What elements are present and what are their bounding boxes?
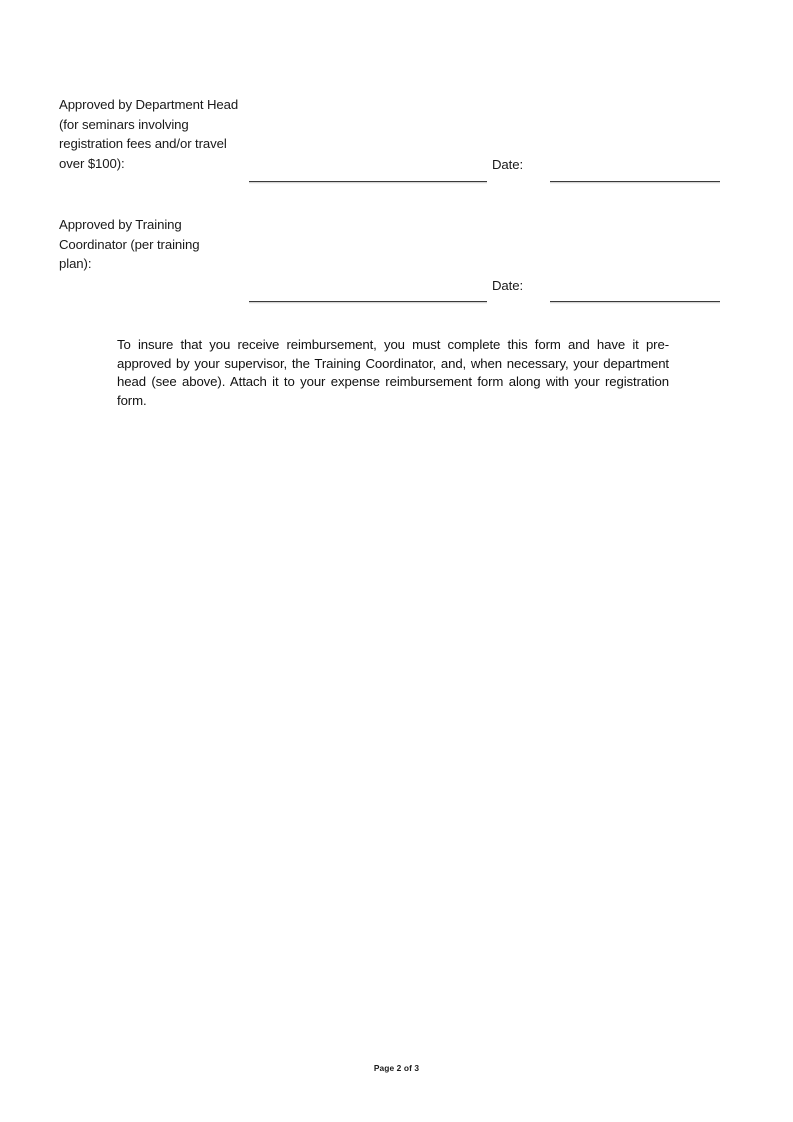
department-head-date-line[interactable] <box>550 181 720 182</box>
training-coordinator-signature-line[interactable] <box>249 301 487 302</box>
department-head-date-label: Date: <box>492 157 524 172</box>
training-coordinator-date-line[interactable] <box>550 301 720 302</box>
training-coordinator-approval-label: Approved by Training Coordinator (per training plan): <box>59 217 200 272</box>
department-head-approval-label: Approved by Department Head (for seminars involving registration fees and/or travel over $100): <box>59 97 239 171</box>
page-footer-number: Page 2 of 3 <box>373 1063 420 1073</box>
reimbursement-instructions-paragraph: To insure that you receive reimbursement, you must complete this form and have it pre-approved by your supervisor, the Training Coordinator, and, when necessary, your department head (see above). Attach it to your expense reimbursement form along with your registration form. <box>117 337 669 408</box>
training-coordinator-date-label: Date: <box>492 278 524 293</box>
department-head-signature-line[interactable] <box>249 181 487 182</box>
